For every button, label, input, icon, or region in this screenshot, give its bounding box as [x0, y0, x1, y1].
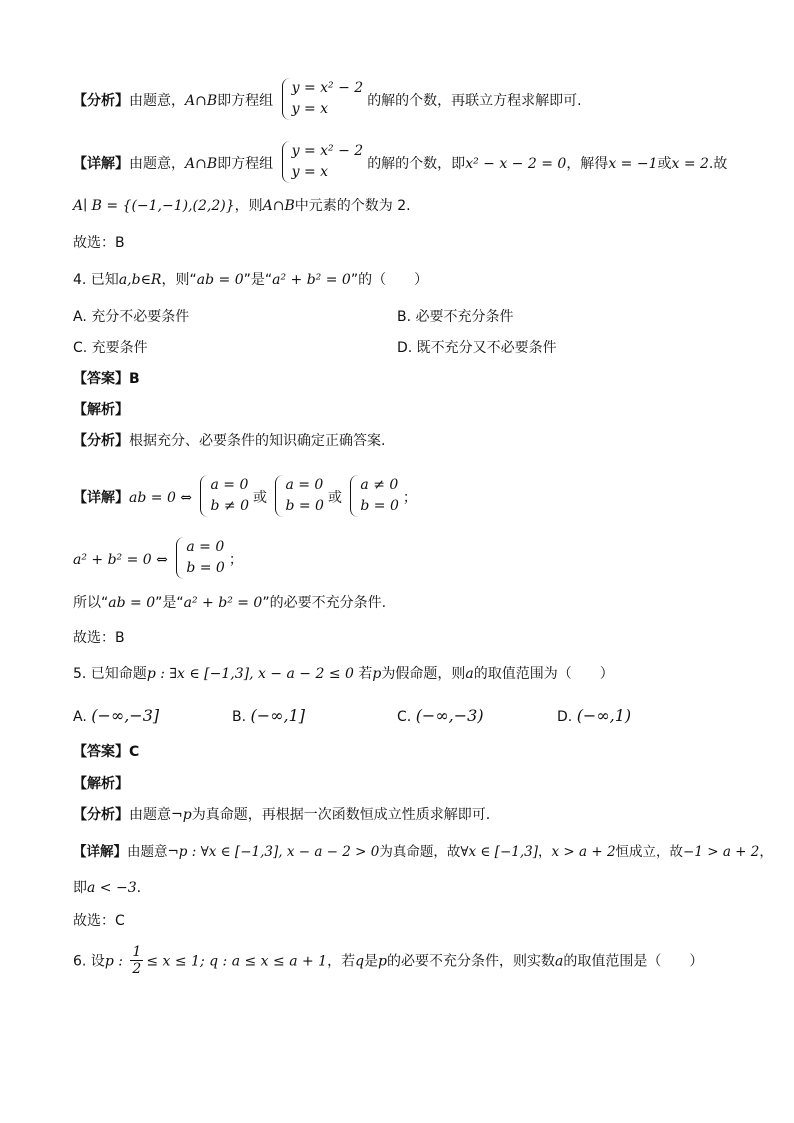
q5-analysis: 【分析】由题意¬p为真命题，再根据一次函数恒成立性质求解即可.: [73, 807, 491, 823]
q4-answer: 【答案】B: [73, 371, 140, 387]
case-system-3: a ≠ 0 b = 0: [350, 475, 399, 517]
q5-option-b: B. (−∞,1]: [232, 706, 305, 725]
q4-analysis: 【分析】根据充分、必要条件的知识确定正确答案.: [73, 433, 386, 449]
q4-option-d: D. 既不充分又不必要条件: [397, 340, 557, 356]
case-system-1: a = 0 b ≠ 0: [200, 475, 249, 517]
case-system-4: a = 0 b = 0: [176, 537, 225, 579]
q5-explanation-tag: 【解析】: [73, 776, 129, 792]
analysis-tag: 【分析】: [73, 93, 129, 109]
analysis-line-q3: 【分析】由题意，A∩B即方程组 y = x² − 2 y = x 的解的个数，再联立方程求解即可.: [73, 80, 582, 122]
q5-answer: 【答案】C: [73, 744, 140, 760]
q4-conclusion: 所以“ab = 0”是“a² + b² = 0”的必要不充分条件.: [73, 595, 387, 611]
q4-detail: 【详解】ab = 0 ⇔ a = 0 b ≠ 0 或 a = 0 b = 0 或 a ≠ 0 b = 0 ；: [73, 477, 417, 519]
q4-detail-2: a² + b² = 0 ⇔ a = 0 b = 0 ；: [73, 539, 243, 581]
q4-option-a: A. 充分不必要条件: [73, 309, 190, 325]
q5-detail-2: 即a < −3.: [73, 880, 142, 896]
question-4: 4. 已知a,b∈R，则“ab = 0”是“a² + b² = 0”的（ ）: [73, 272, 429, 288]
set-result-line: A∣ B = {(−1,−1),(2,2)}，则A∩B中元素的个数为 2.: [73, 198, 411, 214]
equation-system: y = x² − 2 y = x: [282, 141, 364, 183]
detail-tag: 【详解】: [73, 156, 129, 172]
q4-explanation-tag: 【解析】: [73, 402, 129, 418]
q5-option-c: C. (−∞,−3): [397, 706, 484, 725]
choice-q5: 故选：C: [73, 913, 125, 929]
q5-option-a: A. (−∞,−3]: [73, 706, 160, 725]
case-system-2: a = 0 b = 0: [275, 475, 324, 517]
q5-detail: 【详解】由题意¬p : ∀x ∈ [−1,3], x − a − 2 > 0为真命题，故∀x ∈ [−1,3]，x > a + 2恒成立，故−1 > a + 2，: [73, 844, 773, 860]
q5-option-d: D. (−∞,1): [557, 706, 632, 725]
q4-option-b: B. 必要不充分条件: [397, 309, 514, 325]
question-6: 6. 设p : $\frac{1}{2}$ ≤ x ≤ 1; q : a ≤ x ≤ a + 1，若q是p的必要不充分条件，则实数a的取值范围是（ ）: [73, 944, 704, 977]
choice-q3: 故选：B: [73, 235, 125, 251]
q4-option-c: C. 充要条件: [73, 340, 148, 356]
question-5: 5. 已知命题p : ∃x ∈ [−1,3], x − a − 2 ≤ 0 若p为假命题，则a的取值范围为（ ）: [73, 666, 614, 682]
fraction-one-half: $\frac{1}{2}$: [132, 944, 142, 977]
choice-q4: 故选：B: [73, 630, 125, 646]
equation-system: y = x² − 2 y = x: [282, 78, 364, 120]
detail-line-q3: 【详解】由题意，A∩B即方程组 y = x² − 2 y = x 的解的个数，即x² − x − 2 = 0，解得x = −1或x = 2.故: [73, 143, 727, 185]
